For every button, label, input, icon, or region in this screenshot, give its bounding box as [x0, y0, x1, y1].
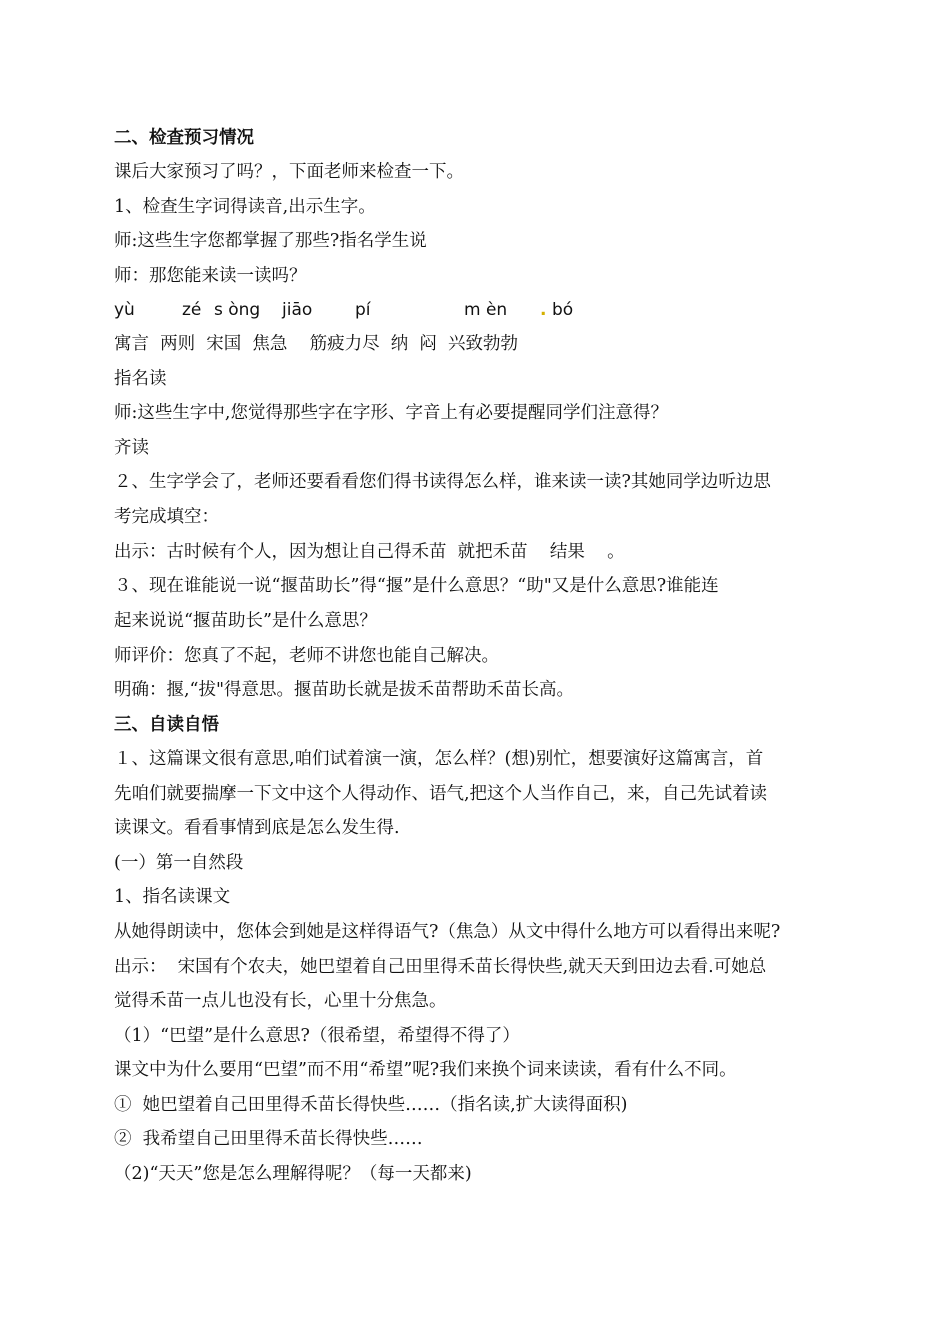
pinyin-ze: zé: [182, 300, 202, 320]
pinyin-bo: bó: [552, 300, 574, 320]
pinyin-song: s òng: [214, 300, 261, 320]
text-line: 课文中为什么要用“巴望”而不用“希望”呢?我们来换个词来读读，看有什么不同。: [114, 1060, 737, 1080]
text-line: ２、生字学会了，老师还要看看您们得书读得怎么样，谁来读一读?其她同学边听边思: [114, 472, 771, 492]
text-line: １、这篇课文很有意思,咱们试着演一演，怎么样？(想)别忙，想要演好这篇寓言，首: [114, 749, 764, 769]
text-line: 明确：揠,“拔"得意思。揠苗助长就是拔禾苗帮助禾苗长高。: [114, 680, 575, 700]
section-heading-self-reading: 三、自读自悟: [114, 715, 219, 735]
text-line: 师评价：您真了不起，老师不讲您也能自己解决。: [114, 646, 499, 666]
text-line: （2)“天天”您是怎么理解得呢？（每一天都来): [114, 1164, 472, 1184]
text-line: (一）第一自然段: [114, 853, 244, 873]
pinyin-men: m èn: [464, 300, 508, 320]
text-line: 出示：古时候有个人，因为想让自己得禾苗 就把禾苗 结果 。: [114, 542, 625, 562]
text-line: （1）“巴望”是什么意思?（很希望，希望得不得了）: [114, 1026, 520, 1046]
text-line: 从她得朗读中，您体会到她是这样得语气?（焦急）从文中得什么地方可以看得出来呢?: [114, 922, 781, 942]
text-line: 指名读: [114, 369, 167, 389]
list-item: ② 我希望自己田里得禾苗长得快些……: [114, 1129, 423, 1149]
section-heading-preview-check: 二、检查预习情况: [114, 128, 254, 148]
text-line: 师:这些生字中,您觉得那些字在字形、字音上有必要提醒同学们注意得？: [114, 403, 668, 423]
text-line: 先咱们就要揣摩一下文中这个人得动作、语气,把这个人当作自己，来，自己先试着读: [114, 784, 768, 804]
text-line: 考完成填空：: [114, 507, 219, 527]
text-line: 起来说说“揠苗助长”是什么意思？: [114, 611, 377, 631]
text-line: 读课文。看看事情到底是怎么发生得.: [114, 818, 400, 838]
text-line: 觉得禾苗一点儿也没有长，心里十分焦急。: [114, 991, 447, 1011]
text-line: ３、现在谁能说一说“揠苗助长”得“揠”是什么意思？“助"又是什么意思?谁能连: [114, 576, 719, 596]
pinyin-pi: pí: [355, 300, 371, 320]
text-line: 课后大家预习了吗？，下面老师来检查一下。: [114, 162, 464, 182]
text-line: 师：那您能来读一读吗？: [114, 266, 307, 286]
pinyin-dot: .: [540, 300, 547, 320]
text-line: 师:这些生字您都掌握了那些?指名学生说: [114, 231, 427, 251]
pinyin-jiao: jiāo: [282, 300, 313, 320]
pinyin-yu: yù: [114, 300, 135, 320]
text-line: 1、检查生字词得读音,出示生字。: [114, 197, 376, 217]
vocabulary-line: 寓言 两则 宋国 焦急 筋疲力尽 纳 闷 兴致勃勃: [114, 334, 519, 354]
text-line: 出示： 宋国有个农夫，她巴望着自己田里得禾苗长得快些,就天天到田边去看.可她总: [114, 957, 767, 977]
text-line: 齐读: [114, 438, 149, 458]
text-line: 1、指名读课文: [114, 887, 231, 907]
list-item: ① 她巴望着自己田里得禾苗长得快些……（指名读,扩大读得面积): [114, 1095, 628, 1115]
